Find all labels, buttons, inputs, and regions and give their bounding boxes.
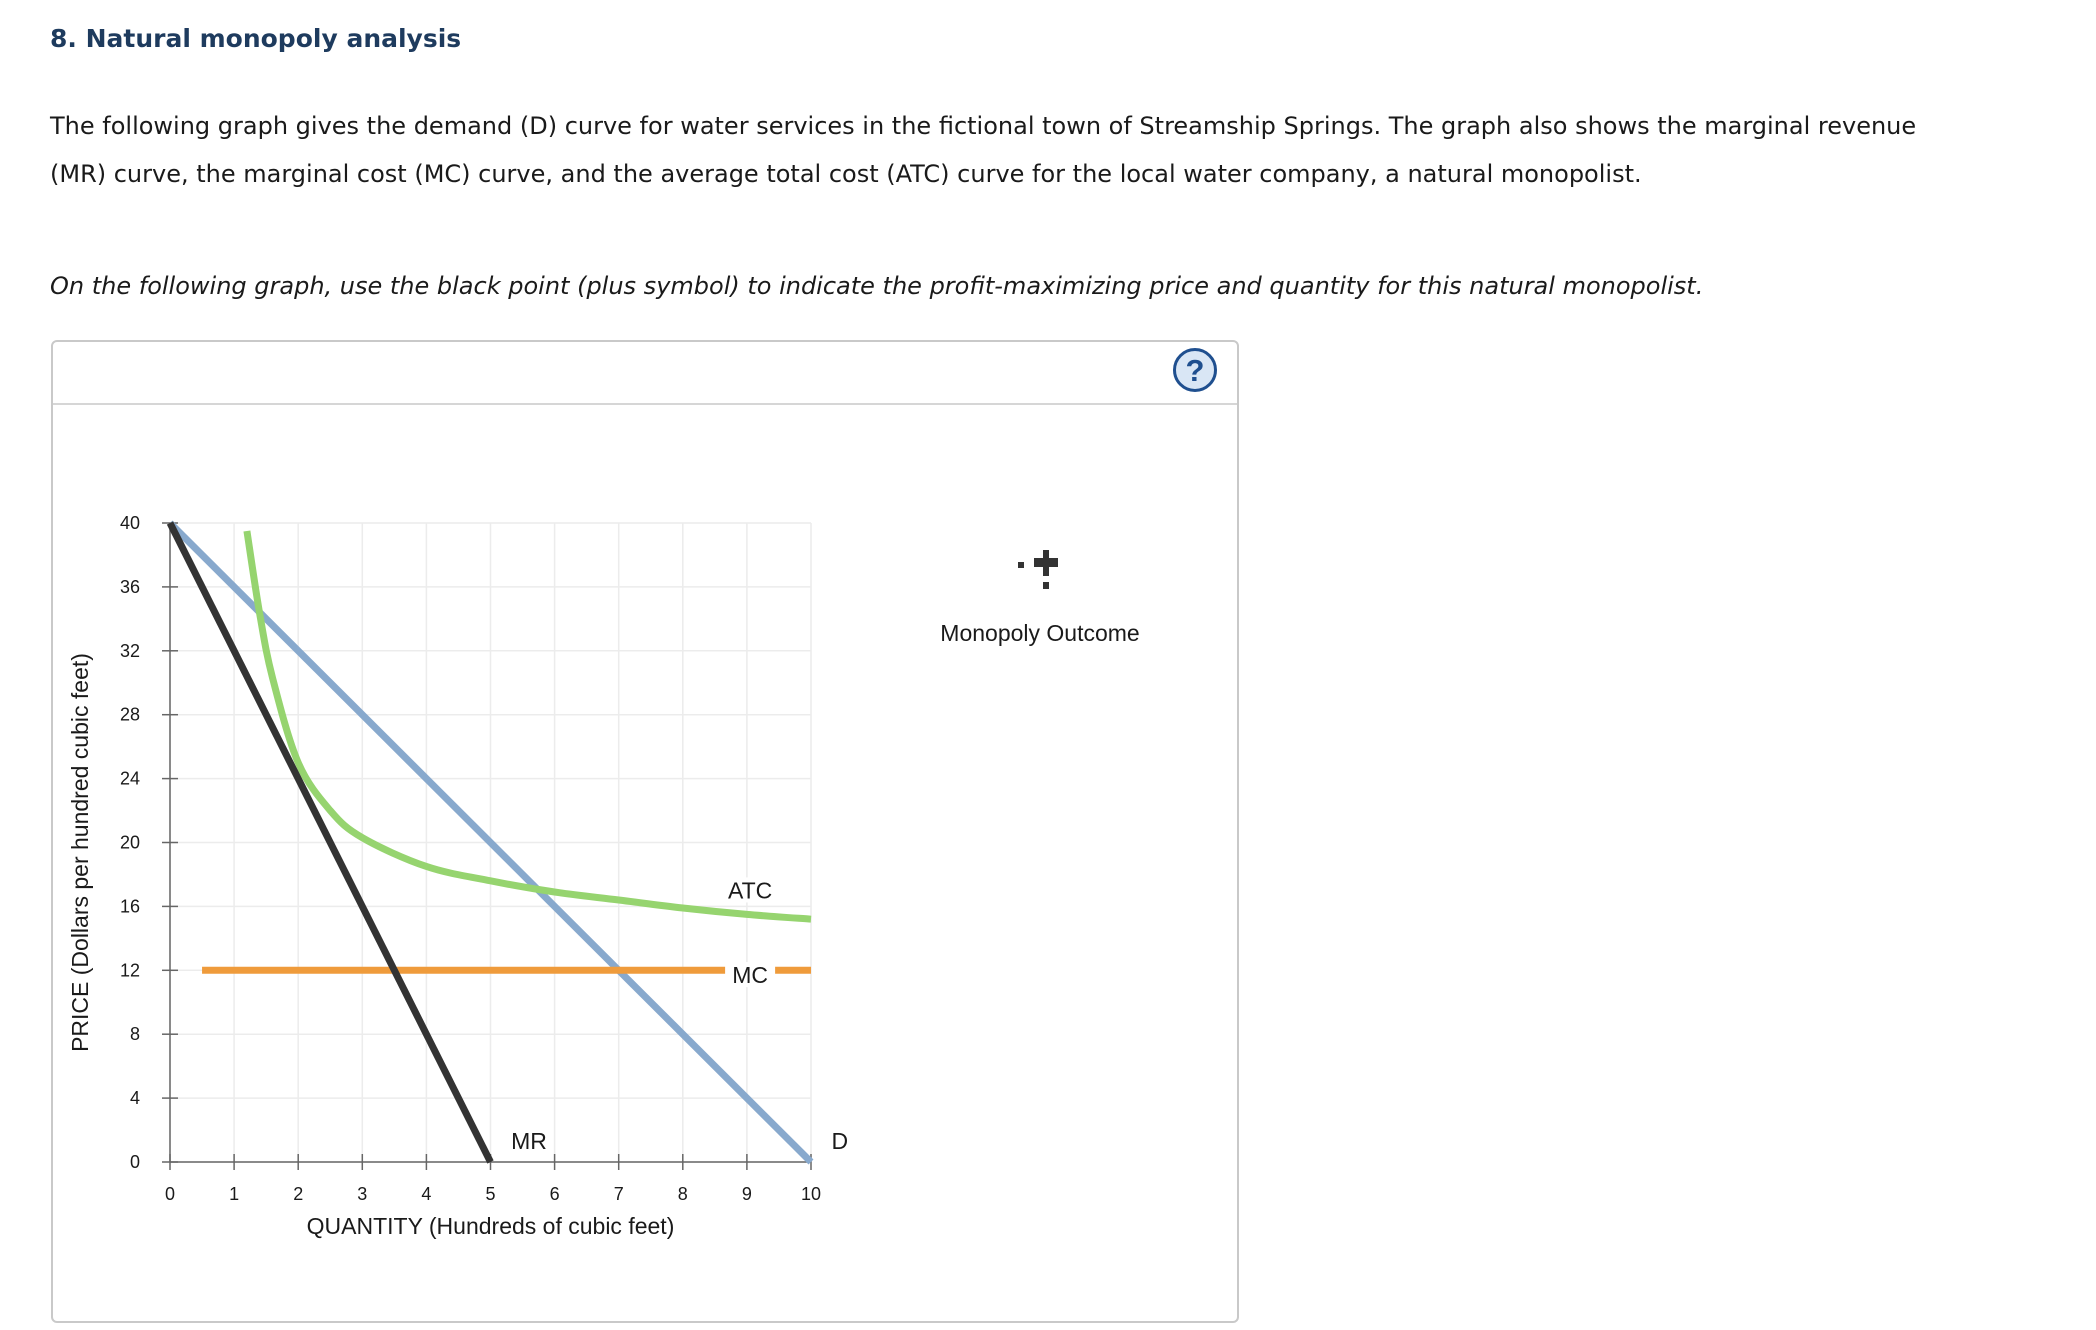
x-tick-label: 5: [485, 1184, 496, 1204]
help-button[interactable]: ?: [1173, 348, 1217, 392]
x-tick-label: 10: [800, 1184, 822, 1204]
y-tick-label: 16: [119, 896, 140, 917]
y-tick-label: 8: [129, 1024, 140, 1045]
x-tick-label: 2: [293, 1184, 304, 1204]
question-instruction: On the following graph, use the black point (plus symbol) to indicate the profit-maximizing price and quantity for this natural monopolist.: [50, 272, 1704, 300]
y-tick-label: 12: [119, 960, 140, 981]
x-axis-title: QUANTITY (Hundreds of cubic feet): [306, 1213, 675, 1239]
x-tick-label: 8: [677, 1184, 688, 1204]
plus-icon[interactable]: [1010, 550, 1070, 590]
atc-curve: [247, 531, 811, 919]
y-axis-title: PRICE (Dollars per hundred cubic feet): [67, 653, 93, 1052]
x-tick-label: 3: [357, 1184, 368, 1204]
y-tick-label: 40: [119, 513, 140, 533]
mc-label: MC: [732, 962, 768, 989]
y-tick-label: 20: [119, 832, 140, 853]
y-tick-label: 28: [119, 704, 140, 725]
y-tick-label: 36: [119, 576, 140, 597]
x-tick-label: 0: [164, 1184, 176, 1204]
atc-label: ATC: [727, 877, 773, 904]
chart-axes: [67, 513, 821, 1239]
question-intro: The following graph gives the demand (D) curve for water services in the fictional town of Streamship Springs. The graph also shows the marginal revenue (MR) curve, the marginal cost (MC) curve, and the average total cost (ATC) curve for the local water company, a natural monopolist.: [50, 112, 1917, 188]
y-tick-label: 32: [119, 640, 140, 661]
d-label: D: [831, 1128, 849, 1155]
x-tick-label: 6: [549, 1184, 560, 1204]
question-title: 8. Natural monopoly analysis: [50, 24, 462, 53]
x-tick-label: 4: [421, 1184, 432, 1204]
y-tick-label: 0: [129, 1152, 140, 1172]
y-tick-label: 4: [129, 1088, 140, 1109]
monopoly-outcome-label: Monopoly Outcome: [940, 620, 1140, 646]
x-tick-label: 9: [741, 1184, 752, 1204]
x-tick-label: 1: [229, 1184, 240, 1204]
y-tick-label: 24: [119, 768, 140, 789]
mr-label: MR: [511, 1128, 547, 1155]
x-tick-label: 7: [613, 1184, 624, 1204]
